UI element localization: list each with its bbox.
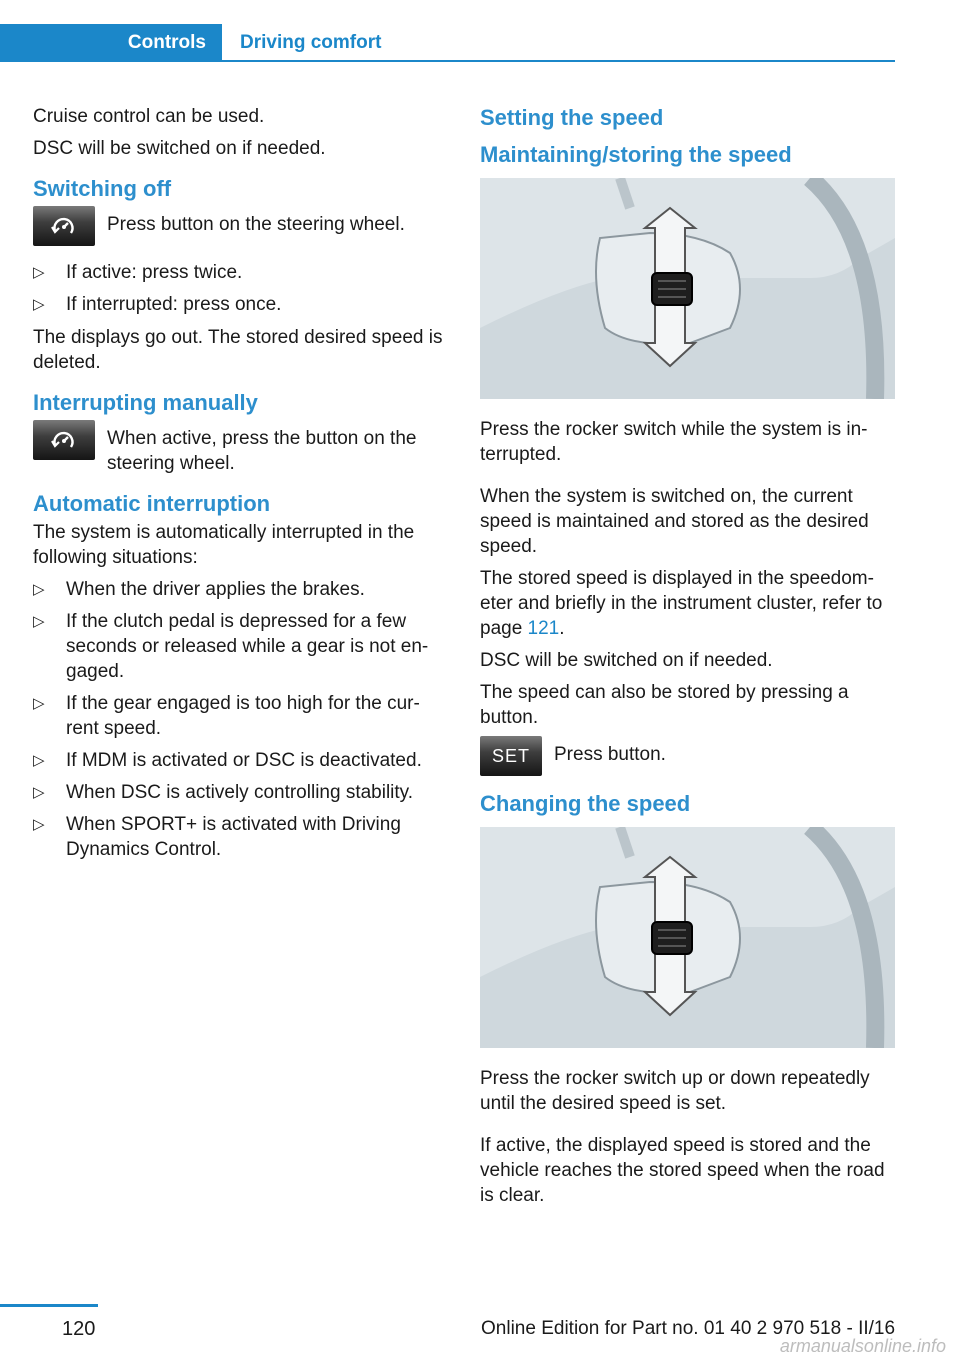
triangle-bullet-icon: ▷ [33, 296, 45, 313]
heading-maintaining-speed: Maintaining/storing the speed [480, 142, 792, 167]
triangle-bullet-icon: ▷ [33, 816, 45, 833]
body-text: The stored speed is displayed in the speedom‐ eter and briefly in the instrument cluster, refer to page 121. [480, 568, 883, 639]
triangle-bullet-icon: ▷ [33, 613, 45, 630]
triangle-bullet-icon: ▷ [33, 264, 45, 281]
set-button-icon: SET [480, 736, 542, 776]
left-column [33, 104, 448, 870]
body-text: Press the rocker switch up or down repeatedly until the desired speed is set. [480, 1068, 870, 1114]
body-text: DSC will be switched on if needed. [480, 650, 773, 671]
section-tab-driving-comfort[interactable]: Driving comfort [240, 32, 382, 53]
triangle-bullet-icon: ▷ [33, 695, 45, 712]
body-text: If active, the displayed speed is stored and the vehicle reaches the stored speed when the road is clear. [480, 1135, 885, 1206]
section-tab-controls[interactable] [0, 24, 222, 62]
page-number: 120 [62, 1318, 96, 1340]
list-item: ▷ If the gear engaged is too high for the cur‐ rent speed. [33, 693, 420, 739]
interrupt-instruction [33, 426, 448, 476]
icon-caption: Press button on the steering wheel. [107, 214, 405, 235]
list-item: ▷ If active: press twice. [33, 262, 243, 283]
cruise-control-button-icon [33, 206, 95, 246]
right-column [480, 104, 895, 1215]
steering-wheel-rocker-illustration [480, 827, 895, 1048]
section-tab-label: Controls [127, 32, 206, 53]
set-button-instruction [480, 742, 895, 776]
body-text: The speed can also be stored by pressing a button. [480, 682, 849, 728]
heading-changing-speed: Changing the speed [480, 791, 691, 816]
steering-wheel-rocker-illustration [480, 178, 895, 399]
heading-automatic-interruption: Automatic interruption [33, 491, 271, 516]
list-item: ▷ If the clutch pedal is depressed for a few seconds or released while a gear is not en‐ gaged. [33, 611, 429, 682]
body-text: When the system is switched on, the current speed is maintained and stored as the desired speed. [480, 486, 869, 557]
switch-off-instruction [33, 212, 448, 246]
list-item: ▷ If interrupted: press once. [33, 294, 282, 315]
icon-caption: Press button. [554, 744, 666, 765]
list-item: ▷ If MDM is activated or DSC is deactivated. [33, 750, 422, 771]
body-text: The system is automatically interrupted in the following situations: [33, 522, 415, 568]
list-item: ▷ When SPORT+ is activated with Driving Dynamics Control. [33, 814, 401, 860]
icon-caption: When active, press the button on the steering wheel. [107, 428, 417, 474]
body-text: The displays go out. The stored desired speed is deleted. [33, 327, 443, 373]
body-text: Press the rocker switch while the system is in‐ terrupted. [480, 419, 868, 465]
switch-off-list [33, 260, 448, 317]
watermark: armanualsonline.info [779, 1336, 946, 1356]
list-item: ▷ When DSC is actively controlling stability. [33, 782, 414, 803]
cruise-control-button-icon [33, 420, 95, 460]
footer-rule [0, 1304, 98, 1307]
triangle-bullet-icon: ▷ [33, 752, 45, 769]
auto-interrupt-list [33, 577, 448, 862]
page-header [0, 24, 895, 62]
heading-setting-speed: Setting the speed [480, 105, 664, 130]
triangle-bullet-icon: ▷ [33, 581, 45, 598]
intro-text: DSC will be switched on if needed. [33, 138, 326, 159]
edition-note: Online Edition for Part no. 01 40 2 970 518 - II/16 [481, 1318, 896, 1339]
triangle-bullet-icon: ▷ [33, 784, 45, 801]
header-rule [222, 60, 895, 62]
heading-interrupting-manually: Interrupting manually [33, 390, 258, 415]
heading-switching-off: Switching off [33, 176, 172, 201]
page-reference-link[interactable]: 121 [527, 618, 560, 639]
list-item: ▷ When the driver applies the brakes. [33, 579, 365, 600]
intro-text: Cruise control can be used. [33, 106, 265, 127]
